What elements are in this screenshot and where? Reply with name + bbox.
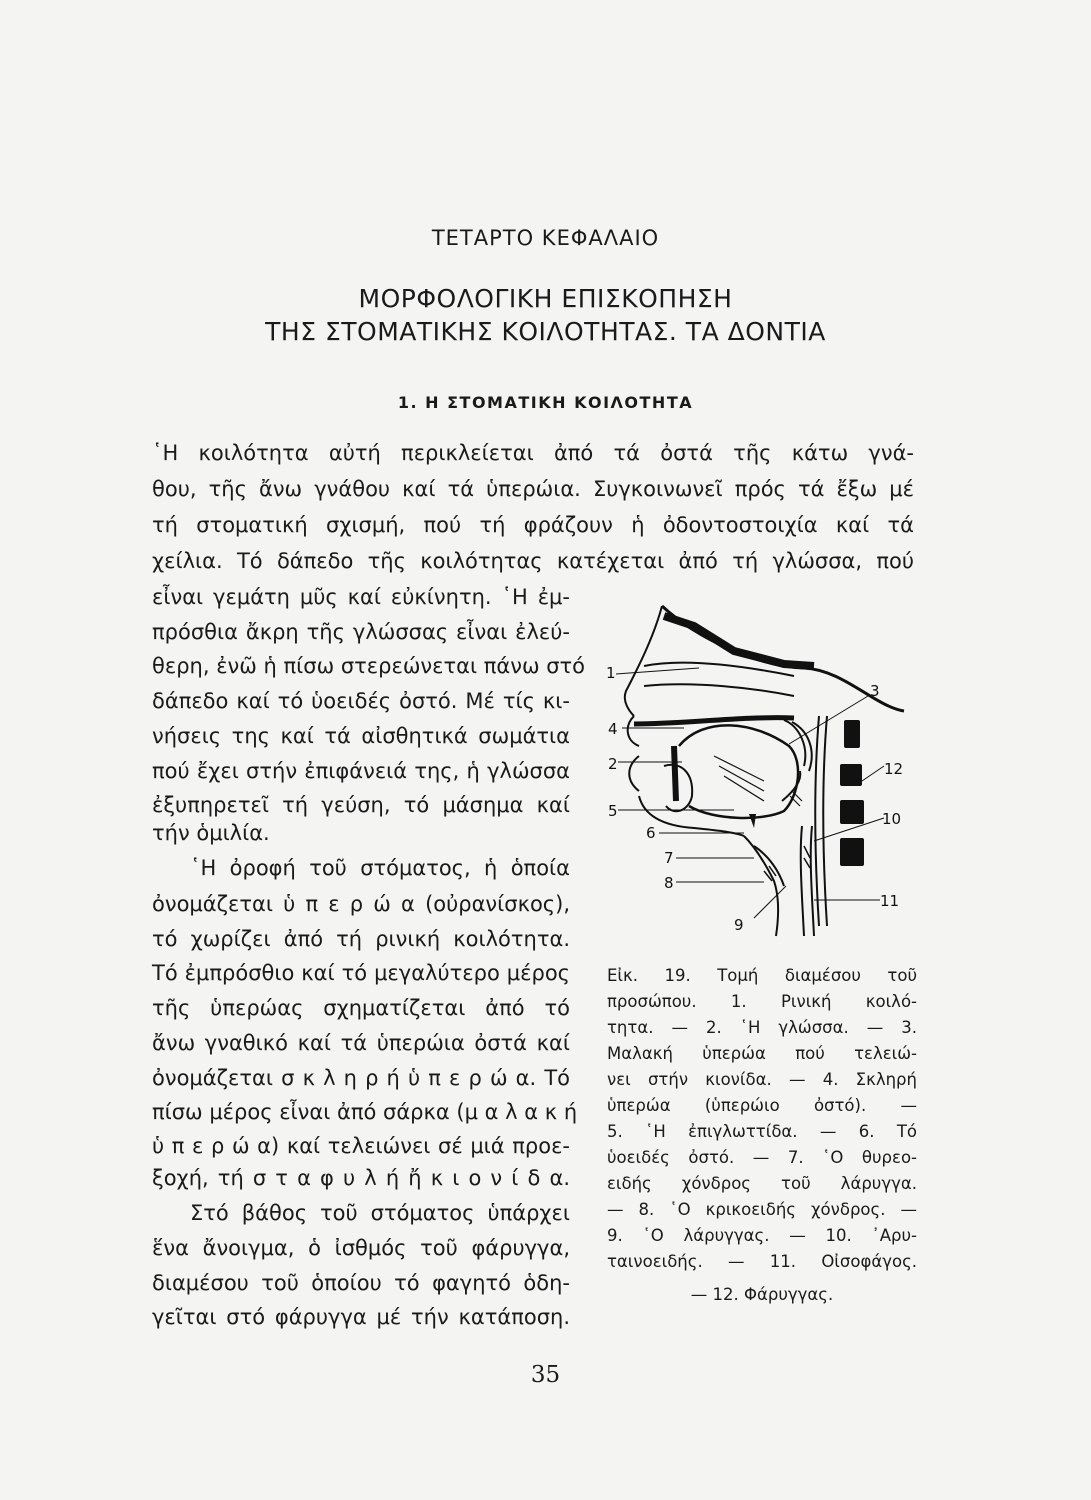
body-line: εἶναι γεμάτη μῦς καί εὐκίνητη. ῾Η ἐμ- [152,585,570,609]
figure-label: 6 [646,824,656,842]
figure-label: 5 [608,802,618,820]
body-line: χείλια. Τό δάπεδο τῆς κοιλότητας κατέχεται ἀπό τή γλώσσα, πού [152,549,914,573]
page-number: 35 [530,1362,561,1388]
figure-caption-line: ειδής χόνδρος τοῦ λάρυγγα. [607,1174,917,1193]
figure-caption-line: Εἰκ. 19. Τομή διαμέσου τοῦ [607,966,917,985]
body-line: ἐξυπηρετεῖ τή γεύση, τό μάσημα καί [152,793,570,817]
figure-caption-line: Μαλακή ὑπερώα πού τελειώ- [607,1044,917,1063]
body-line: Τό ἐμπρόσθιο καί τό μεγαλύτερο μέρος [152,961,570,985]
body-line: ῾Η κοιλότητα αὐτή περικλείεται ἀπό τά ὀστά τῆς κάτω γνά- [152,441,914,465]
body-line: πού ἔχει στήν ἐπιφάνειά της, ἡ γλώσσα [152,759,570,783]
body-line: νήσεις της καί τά αἰσθητικά σωμάτια [152,724,570,748]
body-line: ἕνα ἄνοιγμα, ὁ ἰσθμός τοῦ φάρυγγα, [152,1236,570,1260]
body-line: τήν ὁμιλία. [152,821,270,845]
body-line: πίσω μέρος εἶναι ἀπό σάρκα (μ α λ α κ ή [152,1100,578,1124]
figure-caption-line: 9. ῾Ο λάρυγγας. — 10. ᾿Αρυ- [607,1226,917,1245]
section-heading: 1. Η ΣΤΟΜΑΤΙΚΗ ΚΟΙΛΟΤΗΤΑ [397,393,694,412]
body-line: ῾Η ὀροφή τοῦ στόματος, ἡ ὁποία [190,856,570,880]
figure-caption-line: ὑοειδές ὀστό. — 7. ῾Ο θυρεο- [607,1148,917,1167]
figure-label: 12 [884,760,904,778]
figure-label: 9 [734,916,744,934]
body-line: Στό βάθος τοῦ στόματος ὑπάρχει [190,1201,570,1225]
figure-caption-line: 5. ῾Η ἐπιγλωττίδα. — 6. Τό [607,1122,917,1141]
body-line: γεῖται στό φάρυγγα μέ τήν κατάποση. [152,1305,570,1329]
body-line: τή στοματική σχισμή, πού τή φράζουν ἡ ὀδοντοστοιχία καί τά [152,513,914,537]
body-line: ἄνω γναθικό καί τά ὑπερώια ὀστά καί [152,1031,570,1055]
figure-label: 4 [608,720,618,738]
figure-caption-line: νει στήν κιονίδα. — 4. Σκληρή [607,1070,917,1089]
figure-label: 1 [606,664,616,682]
figure-label: 7 [664,849,674,867]
figure-caption-line: ὑπερώα (ὑπερώιο ὀστό). — [607,1096,917,1115]
body-line: ὀνομάζεται ὑ π ε ρ ώ α (οὐρανίσκος), [152,892,570,916]
figure-label: 11 [880,892,900,910]
figure-label: 10 [882,810,902,828]
body-line: ὑ π ε ρ ώ α) καί τελειώνει σέ μιά προε- [152,1134,570,1158]
chapter-title-line-2: ΤΗΣ ΣΤΟΜΑΤΙΚΗΣ ΚΟΙΛΟΤΗΤΑΣ. ΤΑ ΔΟΝΤΙΑ [265,317,826,346]
figure-caption-line: τητα. — 2. ῾Η γλώσσα. — 3. [607,1018,917,1037]
figure-caption-line: — 12. Φάρυγγας. [690,1285,834,1304]
body-line: τῆς ὑπερώας σχηματίζεται ἀπό τό [152,996,570,1020]
anatomy-figure [604,596,920,946]
figure-label: 8 [664,874,674,892]
body-line: θερη, ἐνῶ ἡ πίσω στερεώνεται πάνω στό [152,654,586,678]
body-line: δάπεδο καί τό ὑοειδές ὀστό. Μέ τίς κι- [152,689,570,713]
figure-caption-line: ταινοειδής. — 11. Οἰσοφάγος. [607,1252,917,1271]
figure-label: 2 [608,755,618,773]
chapter-title [0,282,1091,348]
body-line: ξοχή, τή σ τ α φ υ λ ή ἤ κ ι ο ν ί δ α. [152,1166,570,1190]
figure-label: 3 [870,682,880,700]
figure-caption-line: προσώπου. 1. Ρινική κοιλό- [607,992,917,1011]
body-line: πρόσθια ἄκρη τῆς γλώσσας εἶναι ἐλεύ- [152,620,570,644]
chapter-title-line-1: ΜΟΡΦΟΛΟΓΙΚΗ ΕΠΙΣΚΟΠΗΣΗ [358,284,733,313]
body-line: τό χωρίζει ἀπό τή ρινική κοιλότητα. [152,927,570,951]
figure-caption-line: — 8. ῾Ο κρικοειδής χόνδρος. — [607,1200,917,1219]
chapter-heading: ΤΕΤΑΡΤΟ ΚΕΦΑΛΑΙΟ [431,226,660,250]
body-line: θου, τῆς ἄνω γνάθου καί τά ὑπερώια. Συγκοινωνεῖ πρός τά ἔξω μέ [152,477,914,501]
body-line: διαμέσου τοῦ ὁποίου τό φαγητό ὁδη- [152,1271,570,1295]
body-line: ὀνομάζεται σ κ λ η ρ ή ὑ π ε ρ ώ α. Τό [152,1066,570,1090]
